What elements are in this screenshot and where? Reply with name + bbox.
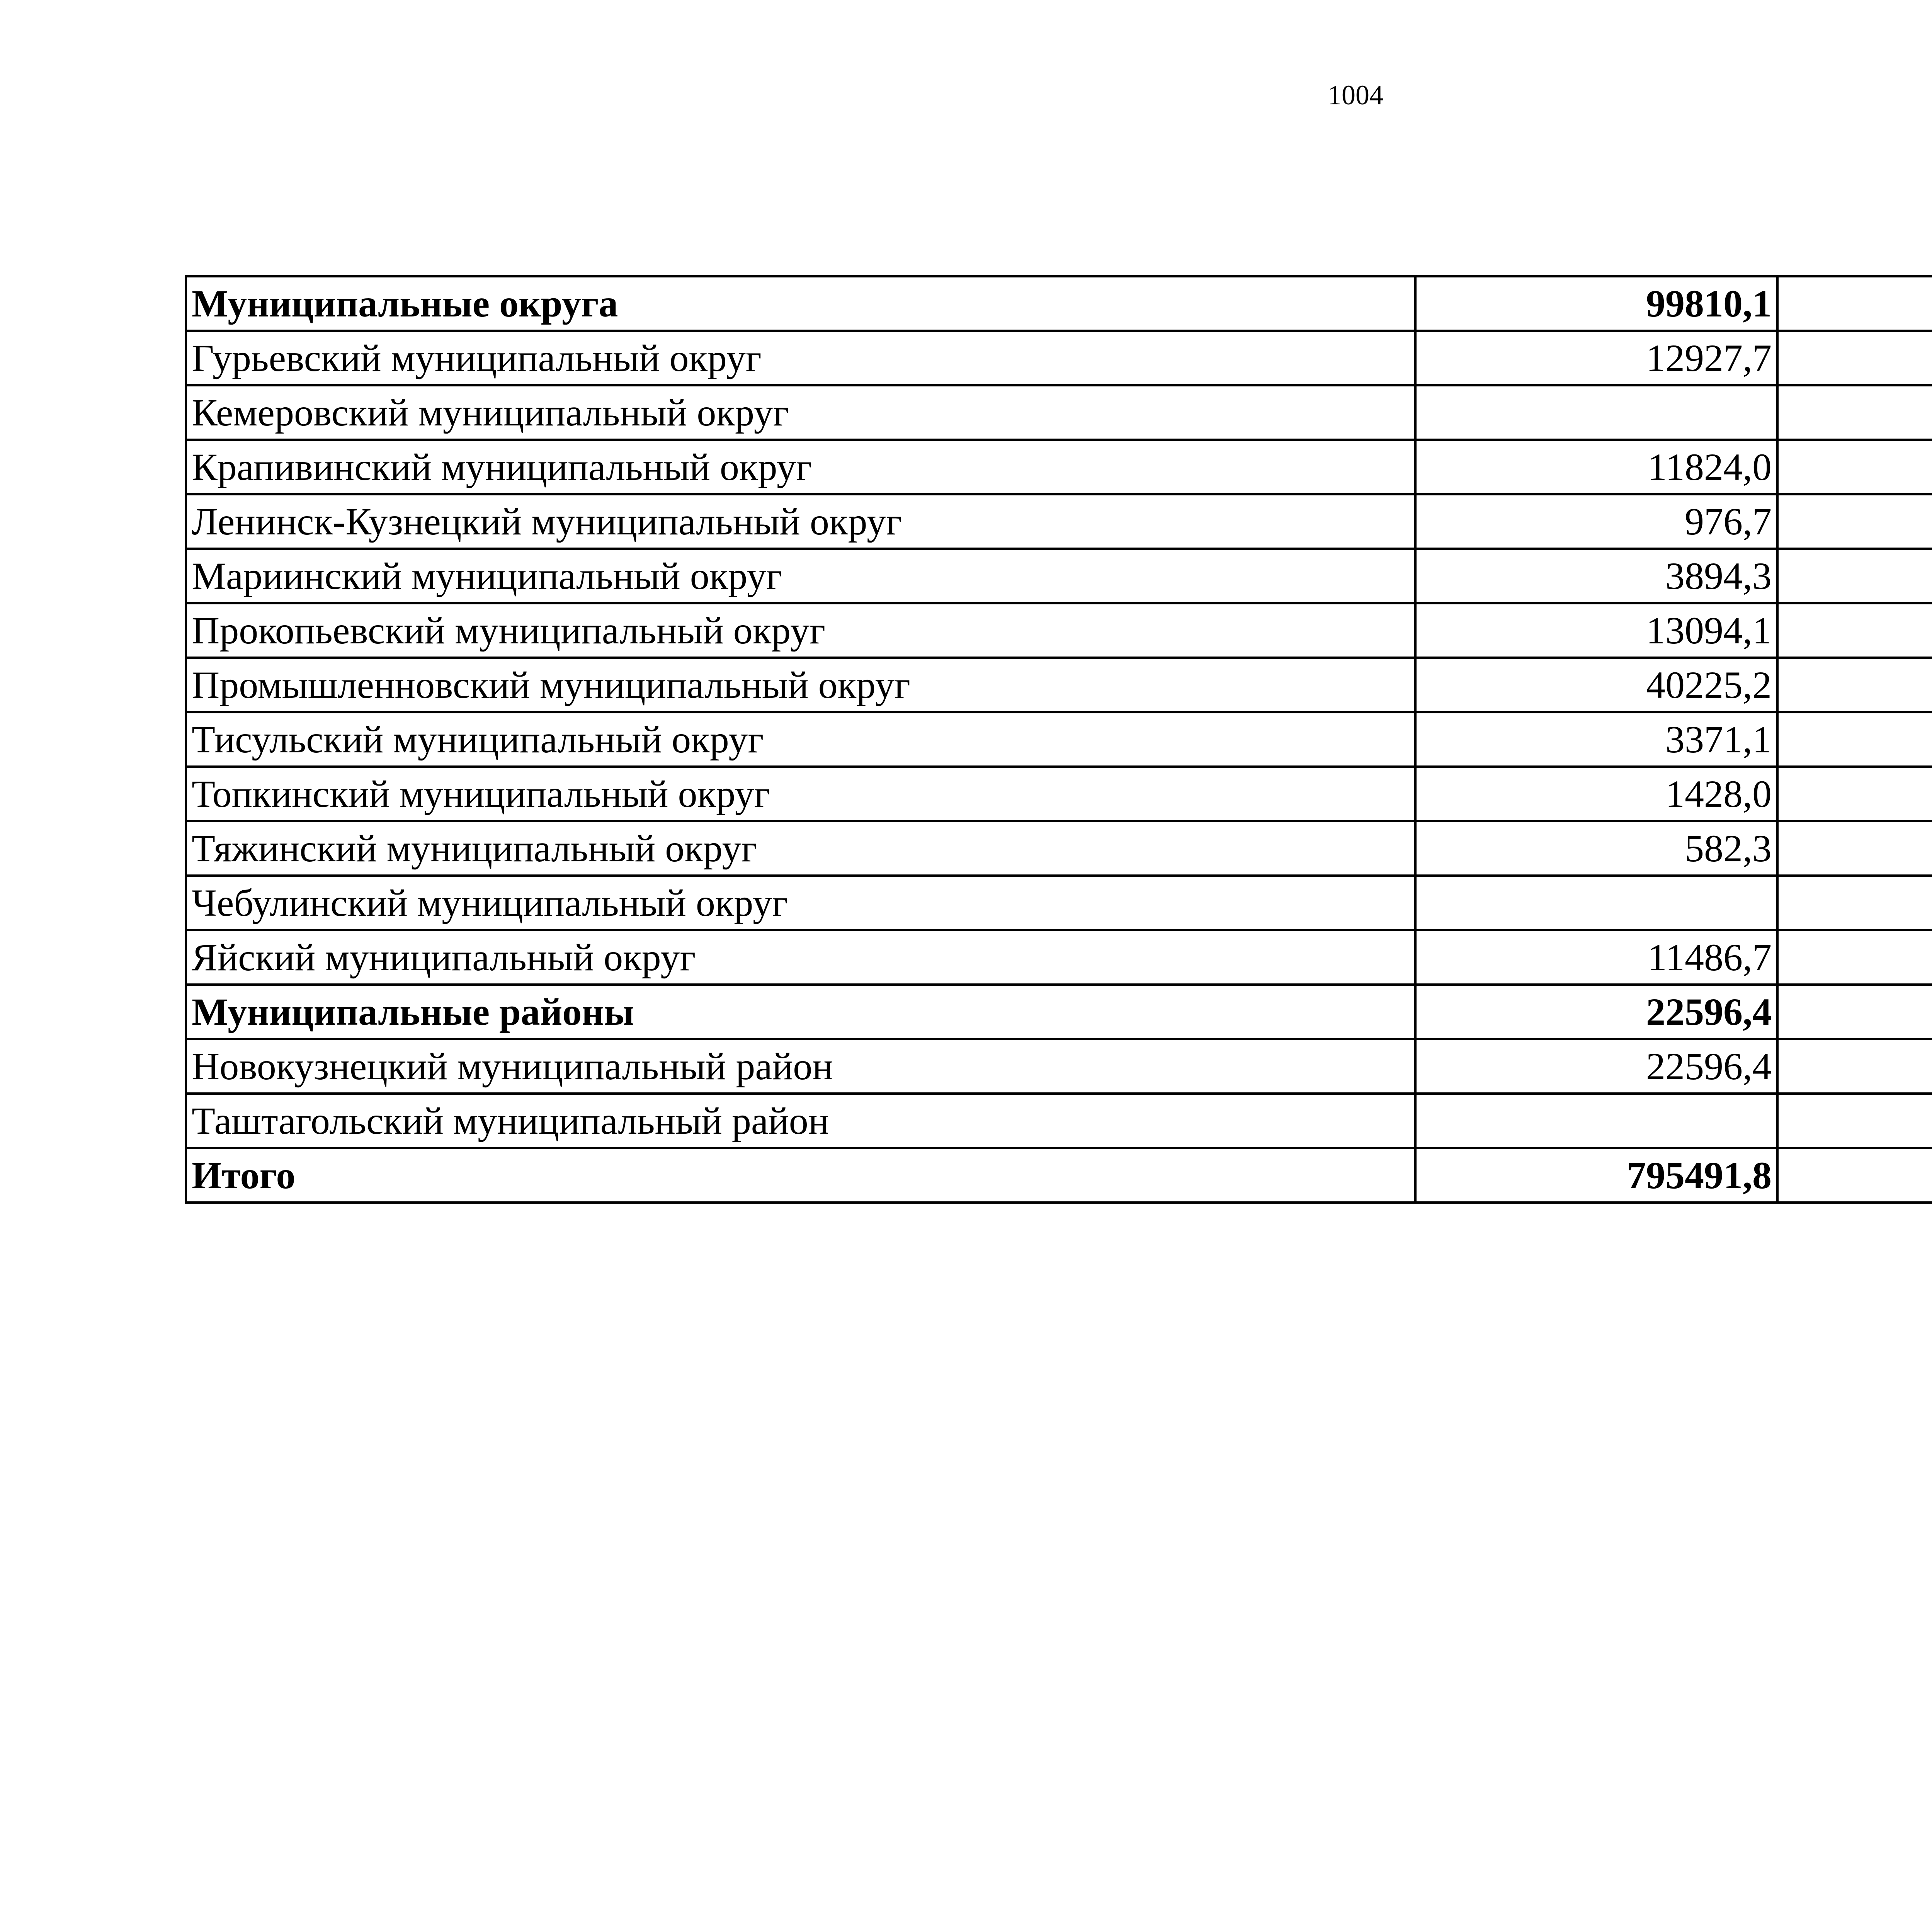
table-row	[186, 1039, 1932, 1094]
row-value-1: 11486,7	[1415, 930, 1777, 985]
row-value-2	[1777, 930, 1932, 985]
row-value-2	[1777, 603, 1932, 658]
row-name: Топкинский муниципальный округ	[186, 767, 1415, 821]
row-value-2	[1777, 876, 1932, 930]
row-value-1: 12927,7	[1415, 331, 1777, 385]
budget-table	[185, 275, 1932, 1204]
table-row	[186, 658, 1932, 712]
table-row	[186, 385, 1932, 440]
table-row	[186, 1094, 1932, 1148]
row-name: Муниципальные округа	[186, 276, 1415, 331]
row-name: Таштагольский муниципальный район	[186, 1094, 1415, 1148]
row-name: Новокузнецкий муниципальный район	[186, 1039, 1415, 1094]
table-row-group-raiony	[186, 985, 1932, 1039]
row-value-1: 22596,4	[1415, 985, 1777, 1039]
row-value-1	[1415, 1094, 1777, 1148]
row-value-1	[1415, 385, 1777, 440]
row-name: Тяжинский муниципальный округ	[186, 821, 1415, 876]
row-name: Крапивинский муниципальный округ	[186, 440, 1415, 494]
row-name: Муниципальные районы	[186, 985, 1415, 1039]
table-row-total	[186, 1148, 1932, 1203]
row-value-1: 3894,3	[1415, 549, 1777, 603]
row-name: Тисульский муниципальный округ	[186, 712, 1415, 767]
row-value-2	[1777, 985, 1932, 1039]
row-name: Итого	[186, 1148, 1415, 1203]
row-value-2	[1777, 1148, 1932, 1203]
table-row	[186, 876, 1932, 930]
row-value-2	[1777, 1039, 1932, 1094]
table-row	[186, 494, 1932, 549]
row-value-1: 11824,0	[1415, 440, 1777, 494]
row-value-2	[1777, 331, 1932, 385]
row-name: Гурьевский муниципальный округ	[186, 331, 1415, 385]
table-row	[186, 440, 1932, 494]
row-value-2	[1777, 440, 1932, 494]
table-row	[186, 821, 1932, 876]
table-row	[186, 712, 1932, 767]
row-value-2	[1777, 658, 1932, 712]
row-value-1: 22596,4	[1415, 1039, 1777, 1094]
row-value-1: 1428,0	[1415, 767, 1777, 821]
row-value-1: 99810,1	[1415, 276, 1777, 331]
row-value-2	[1777, 385, 1932, 440]
table-row	[186, 767, 1932, 821]
row-name: Прокопьевский муниципальный округ	[186, 603, 1415, 658]
row-value-2	[1777, 767, 1932, 821]
row-value-2	[1777, 276, 1932, 331]
row-name: Мариинский муниципальный округ	[186, 549, 1415, 603]
table-row	[186, 603, 1932, 658]
row-value-2	[1777, 1094, 1932, 1148]
row-name: Ленинск-Кузнецкий муниципальный округ	[186, 494, 1415, 549]
row-value-1: 795491,8	[1415, 1148, 1777, 1203]
row-name: Чебулинский муниципальный округ	[186, 876, 1415, 930]
row-value-1: 40225,2	[1415, 658, 1777, 712]
row-value-1: 582,3	[1415, 821, 1777, 876]
table-row	[186, 930, 1932, 985]
row-name: Кемеровский муниципальный округ	[186, 385, 1415, 440]
table-row-group-okruga	[186, 276, 1932, 331]
row-value-1: 976,7	[1415, 494, 1777, 549]
row-value-2	[1777, 712, 1932, 767]
row-value-1: 13094,1	[1415, 603, 1777, 658]
row-value-2	[1777, 494, 1932, 549]
row-value-2	[1777, 821, 1932, 876]
page-number: 1004	[1328, 80, 1383, 111]
row-value-1	[1415, 876, 1777, 930]
row-name: Промышленновский муниципальный округ	[186, 658, 1415, 712]
row-name: Яйский муниципальный округ	[186, 930, 1415, 985]
table-row	[186, 549, 1932, 603]
table-row	[186, 331, 1932, 385]
row-value-2	[1777, 549, 1932, 603]
row-value-1: 3371,1	[1415, 712, 1777, 767]
